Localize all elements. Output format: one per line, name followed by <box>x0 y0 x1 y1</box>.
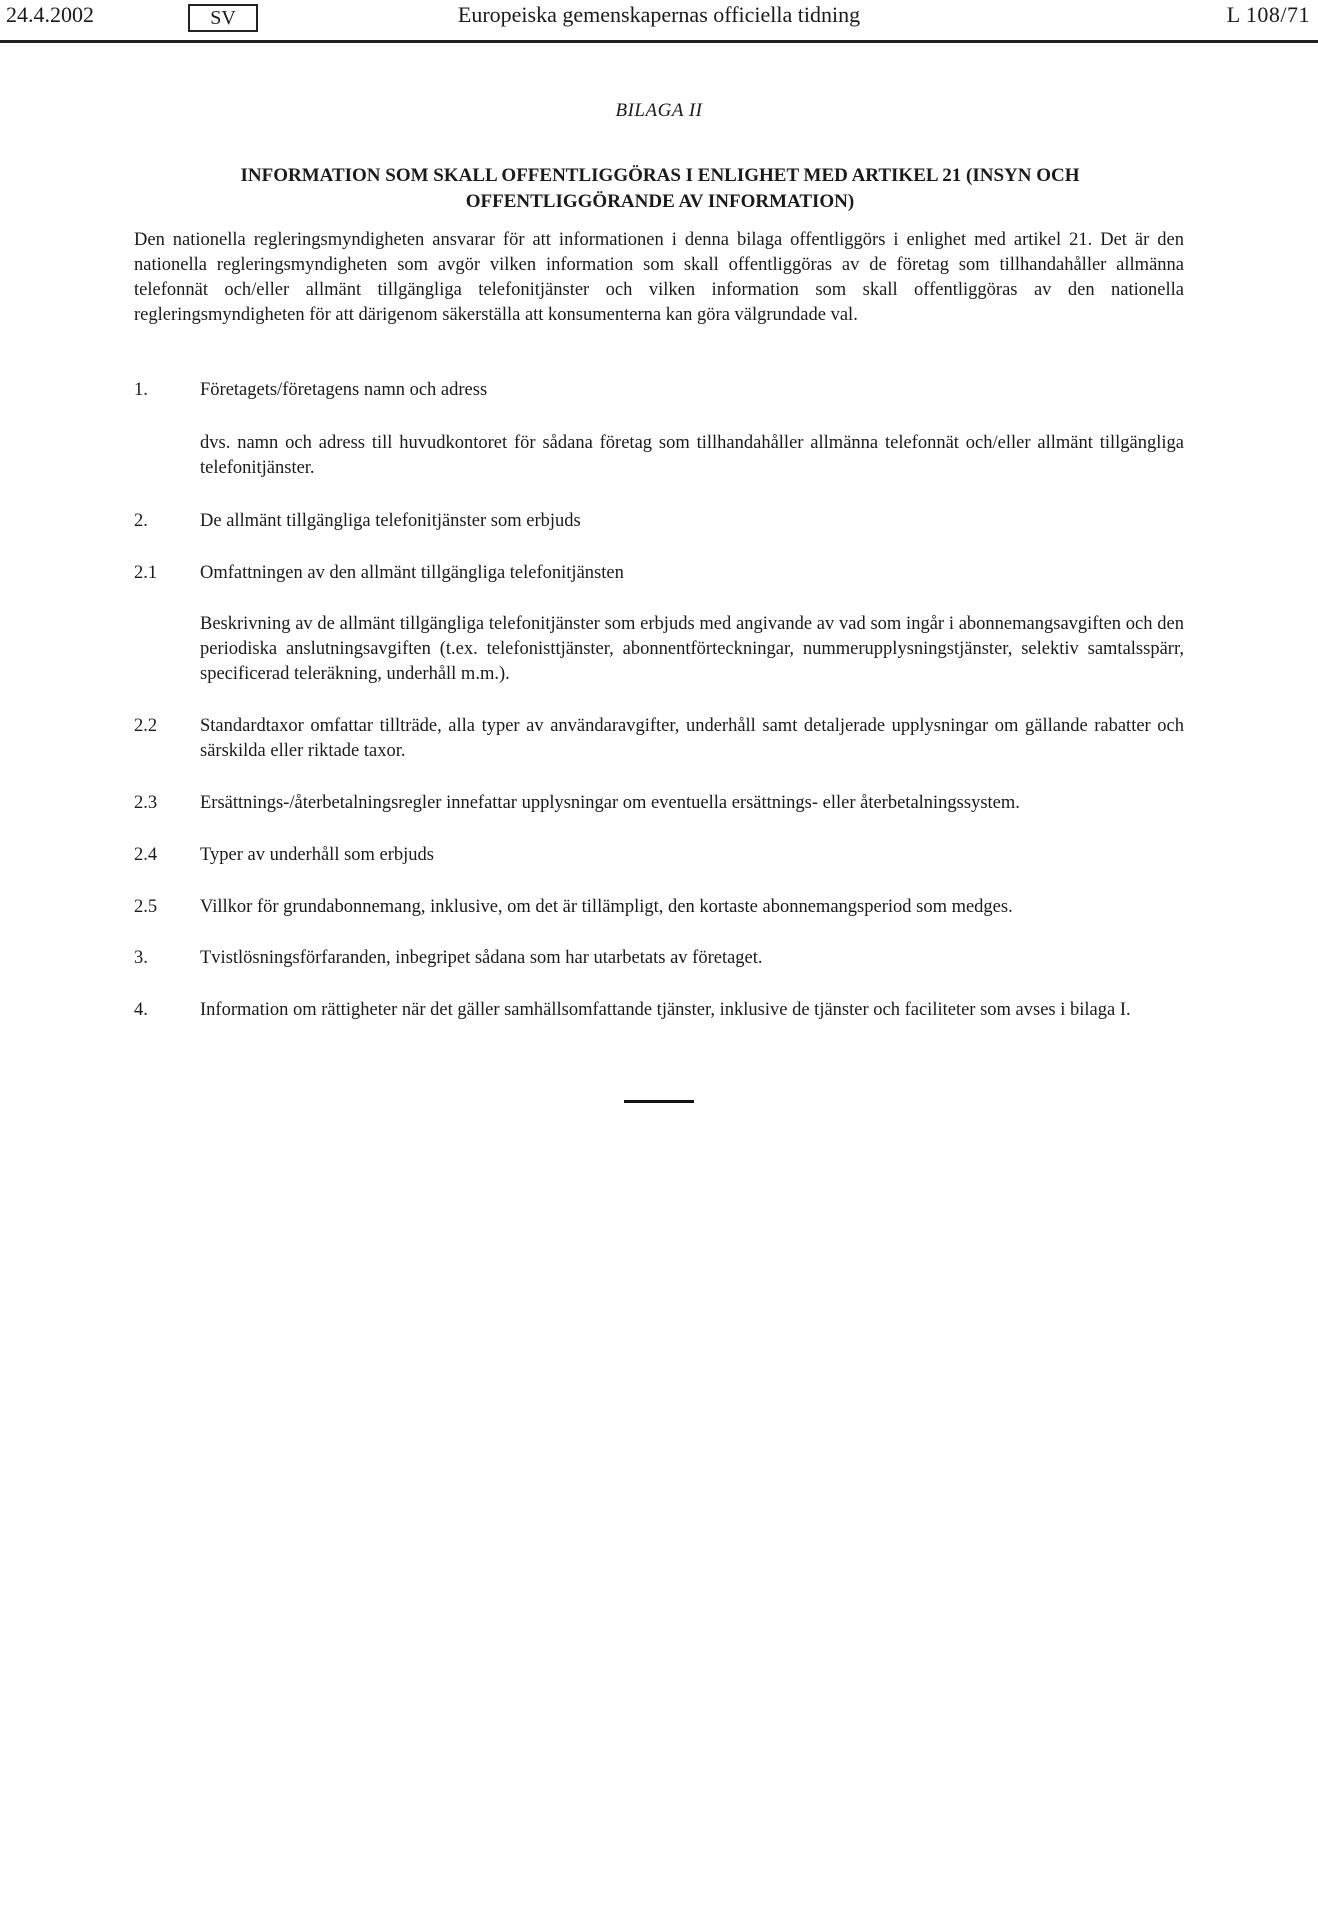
item-number: 2.5 <box>134 897 158 917</box>
language-badge: SV <box>188 4 258 32</box>
item-number: 4. <box>134 1000 148 1020</box>
item-text: Typer av underhåll som erbjuds <box>200 845 435 865</box>
annex-label: BILAGA II <box>615 100 703 121</box>
item-number: 2.4 <box>134 845 158 865</box>
item-text: Tvistlösningsförfaranden, inbegripet sådana som har utarbetats av företaget. <box>200 948 763 968</box>
annex-title: INFORMATION SOM SKALL OFFENTLIGGÖRAS I ENLIGHET MED ARTIKEL 21 (INSYN OCH OFFENTLIGGÖRANDE AV INFORMATION) <box>240 165 1080 212</box>
list-item <box>134 998 1184 1023</box>
item-text: Standardtaxor omfattar tillträde, alla typer av användaravgifter, underhåll samt detaljerade upplysningar om gällande rabatter och särskilda eller riktade taxor. <box>200 716 1184 761</box>
item-number: 2.3 <box>134 793 158 813</box>
journal-title: Europeiska gemenskapernas officiella tidning <box>457 2 861 27</box>
item-text: Företagets/företagens namn och adress <box>200 380 488 400</box>
list-item <box>134 946 1184 971</box>
item-number: 1. <box>134 380 148 400</box>
item-number: 2. <box>134 511 148 531</box>
list-item <box>134 561 1184 586</box>
page-reference: L 108/71 <box>1226 2 1310 27</box>
item-number: 2.2 <box>134 716 158 736</box>
list-item <box>134 843 1184 868</box>
end-rule <box>624 1100 694 1103</box>
item-text: Villkor för grundabonnemang, inklusive, om det är tillämpligt, den kortaste abonnemangsperiod som medges. <box>200 897 1013 917</box>
item-text: Information om rättigheter när det gäller samhällsomfattande tjänster, inklusive de tjänster och faciliteter som avses i bilaga I. <box>200 1000 1131 1020</box>
item-text: Ersättnings-/återbetalningsregler innefattar upplysningar om eventuella ersättnings- eller återbetalningssystem. <box>200 793 1020 813</box>
item-description: Beskrivning av de allmänt tillgängliga telefonitjänster som erbjuds med angivande av vad som ingår i abonnemangsavgiften och den periodiska anslutningsavgiften (t.ex. telefonisttjänster, abonnentförteckningar, nummerupplysningstjänster, selektiv samtalsspärr, specificerad teleräkning, underhåll m.m.). <box>200 614 1184 684</box>
item-text: Omfattningen av den allmänt tillgängliga telefonitjänsten <box>200 563 624 583</box>
list-item <box>134 509 1184 534</box>
list-item <box>134 895 1184 920</box>
journal-header <box>0 0 1318 43</box>
item-description: dvs. namn och adress till huvudkontoret för sådana företag som tillhandahåller allmänna telefonnät och/eller allmänt tillgängliga telefonitjänster. <box>200 433 1184 478</box>
item-number: 2.1 <box>134 563 158 583</box>
list-item <box>134 378 1184 403</box>
list-item <box>134 714 1184 764</box>
intro-paragraph: Den nationella regleringsmyndigheten ansvarar för att informationen i denna bilaga offentliggörs i enlighet med artikel 21. Det är den nationella regleringsmyndigheten som avgör vilken information som skall offentliggöras av de företag som tillhandahåller allmänna telefonnät och/eller allmänt tillgängliga telefonitjänster och vilken information som skall offentliggöras av den nationella regleringsmyndigheten för att därigenom säkerställa att konsumenterna kan göra välgrundade val. <box>134 230 1184 325</box>
item-text: De allmänt tillgängliga telefonitjänster som erbjuds <box>200 511 581 531</box>
list-item <box>134 791 1184 816</box>
header-date: 24.4.2002 <box>6 2 94 27</box>
item-number: 3. <box>134 948 148 968</box>
